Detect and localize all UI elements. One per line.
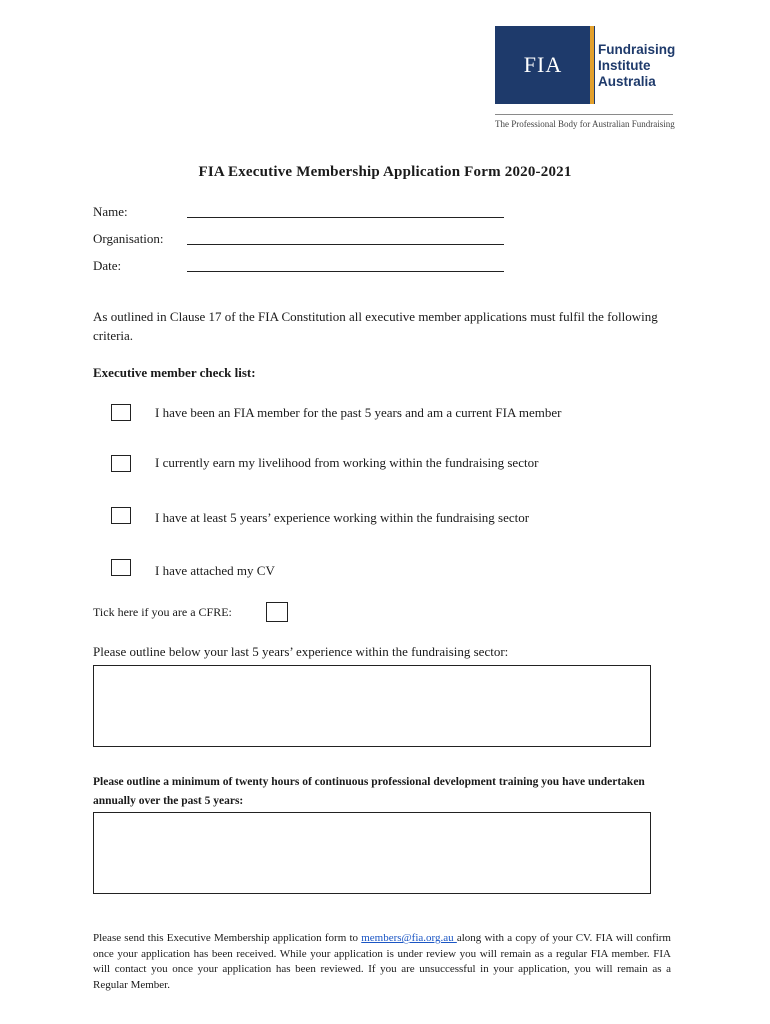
experience-textbox[interactable] [93,665,651,747]
footer-text-after: along with a copy of your CV. FIA will confirm once your application has been received. While your application is under review you will remain as a regular FIA member. FIA will contact you once your application has been reviewed. If you are unsuccessful in your application, you will remain as a Regular Member. [93,932,671,991]
fia-logo [495,26,595,104]
footer-text-before: Please send this Executive Membership application form to [93,932,362,944]
checkbox-cv-attached[interactable] [111,559,131,576]
organisation-label: Organisation: [93,231,164,246]
checkbox-cfre[interactable] [266,602,288,622]
checklist-heading: Executive member check list: [93,365,256,380]
name-label: Name: [93,204,128,219]
checkbox-member-5-years[interactable] [111,404,131,421]
intro-text: As outlined in Clause 17 of the FIA Constitution all executive member applications must fulfil the following criteria. [93,309,658,343]
submission-instructions [93,931,671,993]
logo-org-name [598,42,718,90]
training-prompt: Please outline a minimum of twenty hours of continuous professional development training you have undertaken annually over the past 5 years: [93,776,645,807]
checklist-item-label: I have attached my CV [155,563,275,578]
checkbox-livelihood[interactable] [111,455,131,472]
email-link[interactable]: members@fia.org.au [361,932,457,944]
checkbox-experience[interactable] [111,507,131,524]
cfre-label: Tick here if you are a CFRE: [93,605,232,619]
checklist-item-label: I have at least 5 years’ experience working within the fundraising sector [155,510,530,525]
organisation-field[interactable] [187,244,504,245]
logo-name-line: Australia [598,74,656,89]
name-field[interactable] [187,217,504,218]
logo-mark: FIA [523,52,563,77]
logo-divider [495,114,673,115]
logo-accent-stripe [590,26,594,104]
training-textbox[interactable] [93,812,651,894]
logo-name-line: Institute [598,58,651,73]
logo-name-line: Fundraising [598,42,676,57]
date-field[interactable] [187,271,504,272]
checklist-item-label: I currently earn my livelihood from working within the fundraising sector [155,455,539,470]
date-label: Date: [93,258,122,273]
experience-prompt: Please outline below your last 5 years’ experience within the fundraising sector: [93,644,509,659]
logo-tagline: The Professional Body for Australian Fundraising [495,119,675,129]
page-title: FIA Executive Membership Application Form 2020-2021 [198,164,572,180]
checklist-item-label: I have been an FIA member for the past 5 years and am a current FIA member [155,405,562,420]
